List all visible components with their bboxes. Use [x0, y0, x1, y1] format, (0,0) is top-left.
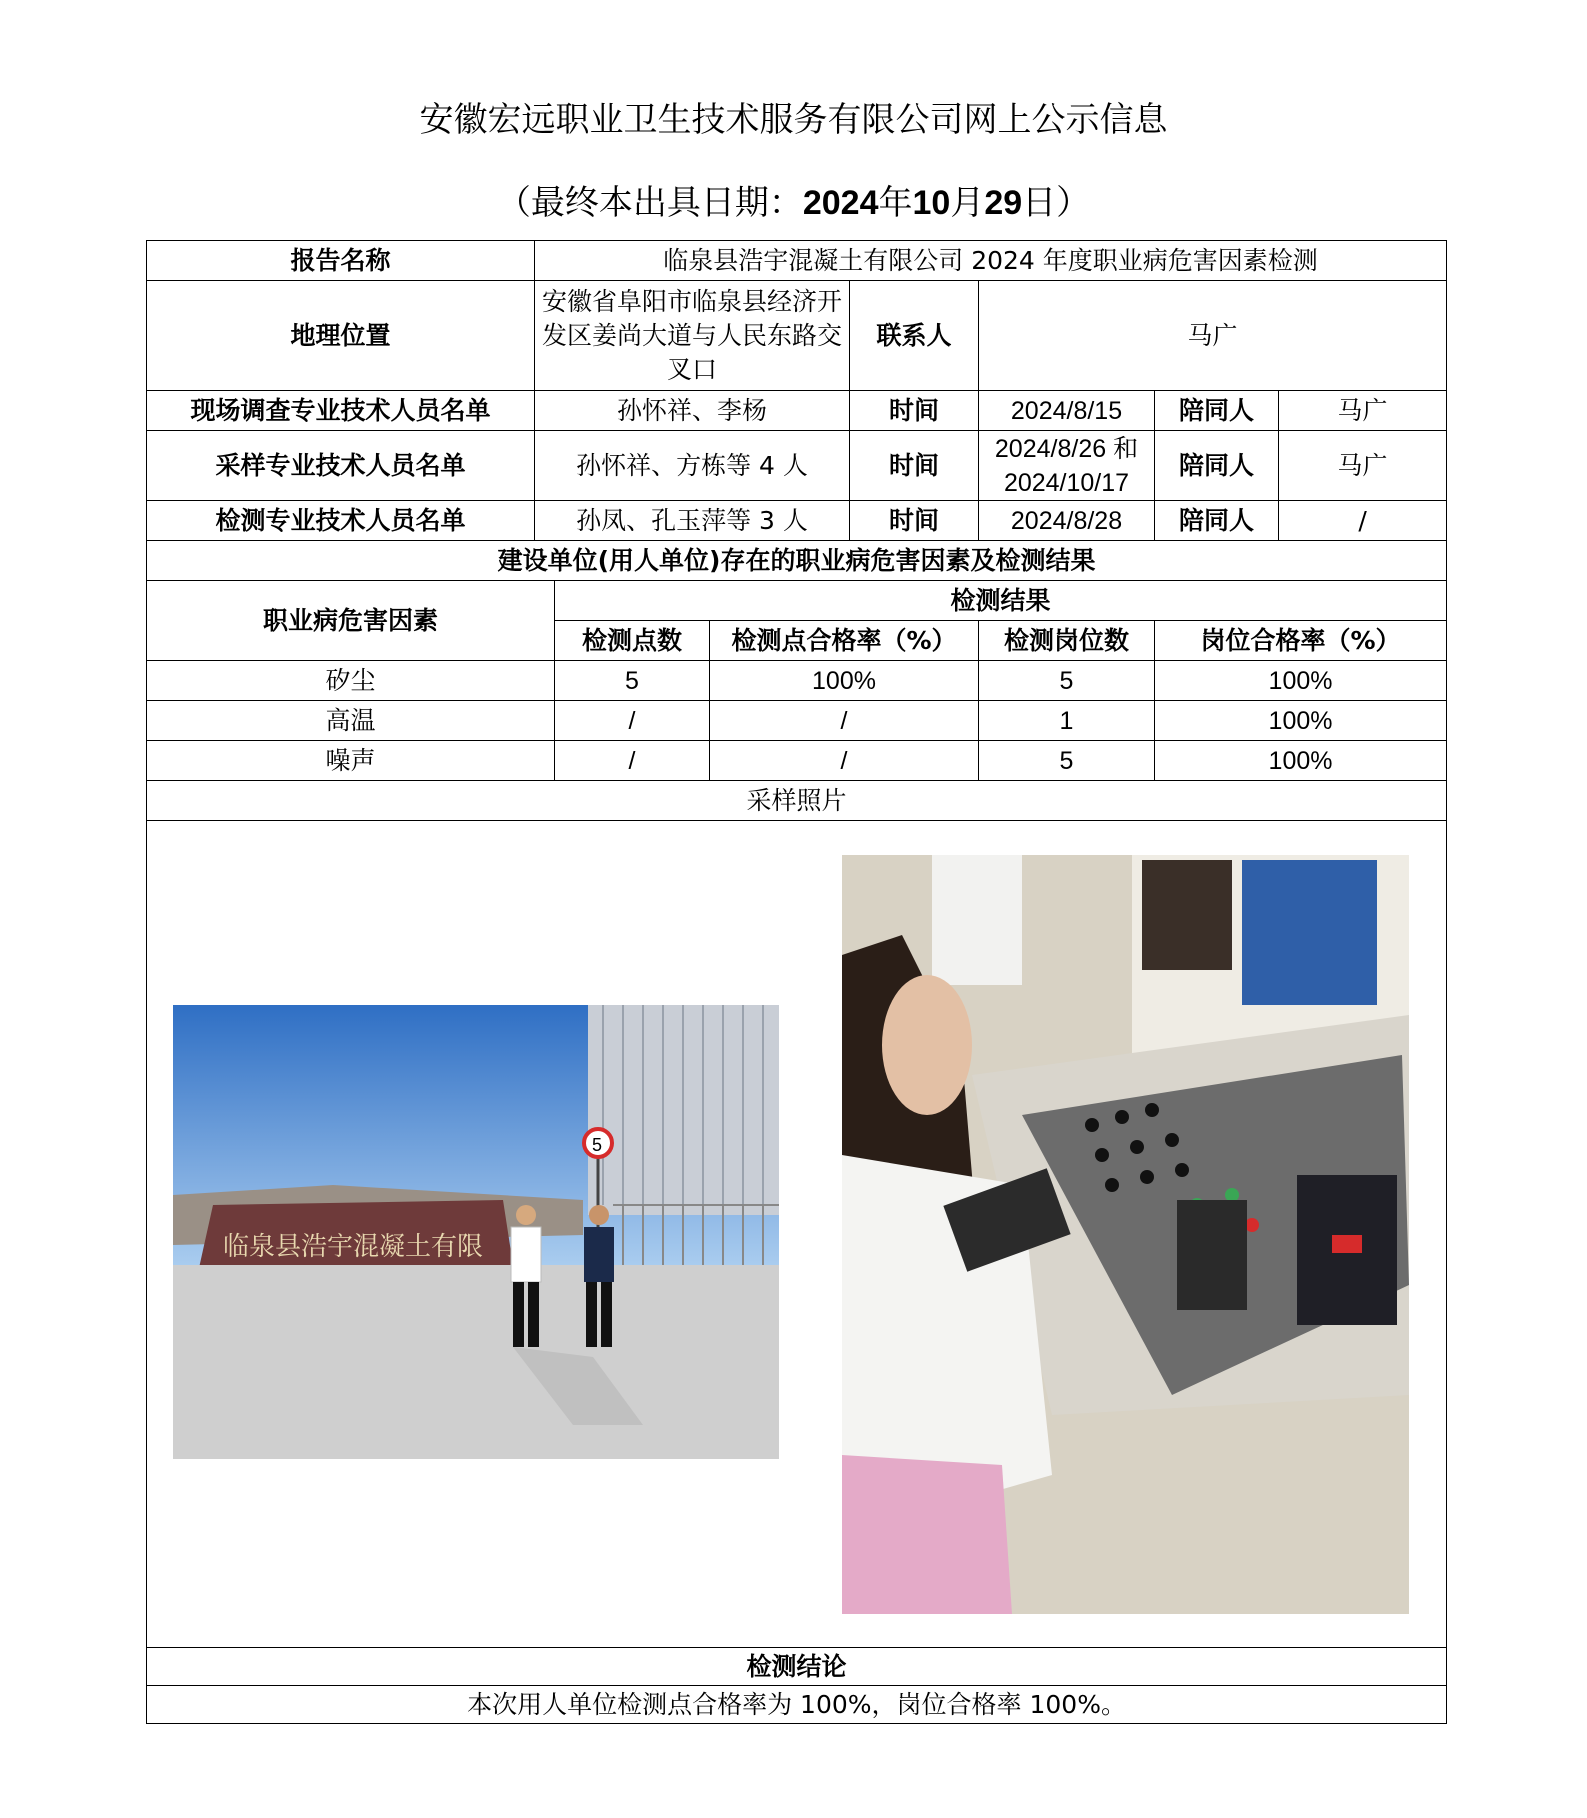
process-monitor — [1242, 860, 1377, 1005]
contact-value: 马广 — [979, 281, 1447, 391]
column-header: 检测点合格率（%） — [710, 621, 979, 661]
photos-cell — [147, 821, 1447, 1648]
location-value: 安徽省阜阳市临泉县经济开发区姜尚大道与人民东路交叉口 — [535, 281, 850, 391]
report-name-value: 临泉县浩宇混凝土有限公司 2024 年度职业病危害因素检测 — [535, 241, 1447, 281]
ground — [173, 1265, 779, 1459]
hazards-section-title: 建设单位(用人单位)存在的职业病危害因素及检测结果 — [147, 541, 1447, 581]
factor-cell: 噪声 — [147, 741, 555, 781]
companion-value: 马广 — [1279, 391, 1447, 431]
table-row — [147, 661, 1447, 701]
posts-cell: 1 — [979, 701, 1155, 741]
posts-cell: 5 — [979, 661, 1155, 701]
location-label: 地理位置 — [147, 281, 535, 391]
points-cell: / — [555, 741, 710, 781]
staff-names: 孙怀祥、李杨 — [535, 391, 850, 431]
info-table — [146, 240, 1446, 1724]
time-value: 2024/8/15 — [979, 391, 1155, 431]
point-rate-cell: 100% — [710, 661, 979, 701]
staff-names: 孙怀祥、方栋等 4 人 — [535, 431, 850, 501]
results-header: 检测结果 — [555, 581, 1447, 621]
points-cell: 5 — [555, 661, 710, 701]
posts-cell: 5 — [979, 741, 1155, 781]
wall-notice — [932, 855, 1022, 985]
staff-role: 检测专业技术人员名单 — [147, 501, 535, 541]
post-rate-cell: 100% — [1155, 741, 1447, 781]
factor-cell: 矽尘 — [147, 661, 555, 701]
conclusion-title: 检测结论 — [147, 1648, 1447, 1686]
time-label: 时间 — [850, 431, 979, 501]
control-box — [1177, 1200, 1247, 1310]
companion-label: 陪同人 — [1155, 431, 1279, 501]
sign-text: 临泉县浩宇混凝土有限 — [223, 1232, 484, 1262]
digital-readout — [1332, 1235, 1362, 1253]
post-rate-cell: 100% — [1155, 661, 1447, 701]
staff-row — [147, 501, 1447, 541]
table-row — [147, 701, 1447, 741]
companion-label: 陪同人 — [1155, 391, 1279, 431]
point-rate-cell: / — [710, 741, 979, 781]
time-label: 时间 — [850, 501, 979, 541]
photos-section-title: 采样照片 — [147, 781, 1447, 821]
report-name-label: 报告名称 — [147, 241, 535, 281]
staff-names: 孙凤、孔玉萍等 3 人 — [535, 501, 850, 541]
issue-date: （最终本出具日期：2024年10月29日） — [496, 183, 1091, 223]
companion-value: / — [1279, 501, 1447, 541]
companion-value: 马广 — [1279, 431, 1447, 501]
conclusion-text: 本次用人单位检测点合格率为 100%，岗位合格率 100%。 — [147, 1686, 1447, 1724]
control-room-photo — [842, 855, 1409, 1614]
staff-row — [147, 431, 1447, 501]
contact-label: 联系人 — [850, 281, 979, 391]
staff-role: 采样专业技术人员名单 — [147, 431, 535, 501]
operator-face — [882, 975, 972, 1115]
column-header: 岗位合格率（%） — [1155, 621, 1447, 661]
staff-row — [147, 391, 1447, 431]
time-value: 2024/8/28 — [979, 501, 1155, 541]
camera-monitor — [1142, 860, 1232, 970]
time-label: 时间 — [850, 391, 979, 431]
speed-sign-text: 5 — [592, 1135, 603, 1155]
table-row — [147, 741, 1447, 781]
companion-label: 陪同人 — [1155, 501, 1279, 541]
staff-role: 现场调查专业技术人员名单 — [147, 391, 535, 431]
points-cell: / — [555, 701, 710, 741]
column-header: 检测岗位数 — [979, 621, 1155, 661]
page-title: 安徽宏远职业卫生技术服务有限公司网上公示信息 — [419, 100, 1168, 140]
pink-bag — [842, 1455, 1012, 1614]
site-gate-photo — [173, 1005, 779, 1459]
point-rate-cell: / — [710, 701, 979, 741]
column-header: 检测点数 — [555, 621, 710, 661]
time-value: 2024/8/26 和 2024/10/17 — [979, 431, 1155, 501]
factor-cell: 高温 — [147, 701, 555, 741]
factor-header: 职业病危害因素 — [147, 581, 555, 661]
post-rate-cell: 100% — [1155, 701, 1447, 741]
